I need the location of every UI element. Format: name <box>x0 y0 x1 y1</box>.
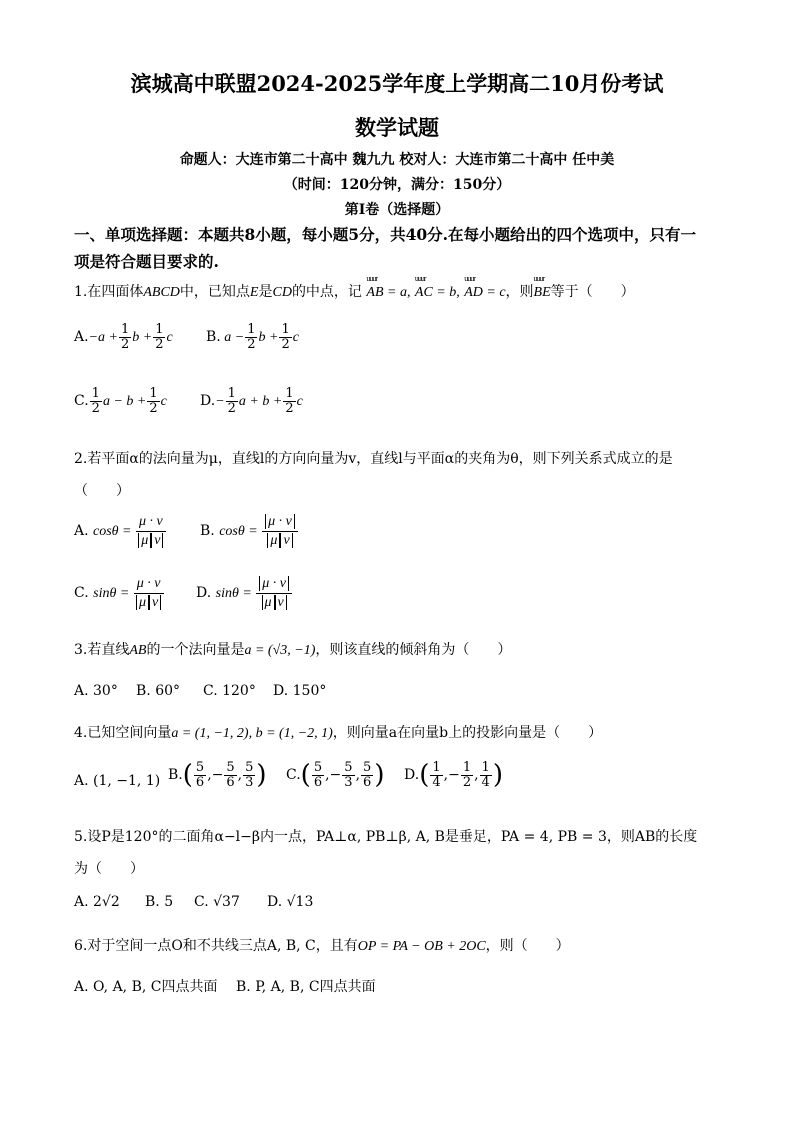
q2-option-d[interactable]: D. sinθ = $\frac{\mu \cdot v}{\text{μ v}}$ <box>196 575 292 611</box>
q3-option-d[interactable]: D. 150° <box>273 683 327 699</box>
q1-option-b[interactable]: B. a − $\frac{1}{2}$ b + $\frac{1}{2}$ c <box>206 322 299 352</box>
section1-line2: 项是符合题目要求的. <box>74 252 219 271</box>
q4-option-d[interactable]: D.( $\frac{1}{4}$ ,− $\frac{1}{2}$ , $\frac{1}{4}$ ) <box>404 759 503 790</box>
q2-option-a[interactable]: A. cosθ = $\frac{\mu \cdot v}{\text{μ v}}$ <box>74 513 166 549</box>
q4-option-b[interactable]: B.( $\frac{5}{6}$ ,− $\frac{5}{6}$ , $\frac{5}{3}$ ) <box>168 759 267 790</box>
question-3: 3.若直线AB的一个法向量是a = (√3, −1)，则该直线的倾斜角为（ ） <box>74 642 512 658</box>
question-2-blank: （ ） <box>74 483 130 499</box>
q4-option-a[interactable]: A. (1, −1, 1) <box>74 773 161 789</box>
q5-option-a[interactable]: A. 2√2 <box>74 894 120 910</box>
subject-title: 数学试题 <box>355 115 439 140</box>
q6-option-a[interactable]: A. O, A, B, C四点共面 <box>74 979 218 995</box>
q1-option-c[interactable]: C. $\frac{1}{2}$ a − b + $\frac{1}{2}$ c <box>74 386 167 416</box>
time-score-line: （时间：120分钟，满分：150分） <box>283 177 511 193</box>
q1-option-a[interactable]: A.−a + $\frac{1}{2}$ b + $\frac{1}{2}$ c <box>74 322 173 352</box>
q3-option-a[interactable]: A. 30° <box>74 683 118 699</box>
question-2: 2.若平面α的法向量为μ，直线l的方向向量为v，直线l与平面α的夹角为θ，则下列关系式成立的是 <box>74 451 673 467</box>
question-4: 4.已知空间向量a = (1, −1, 2), b = (1, −2, 1)，则向量a在向量b上的投影向量是（ ） <box>74 725 603 741</box>
q3-option-c[interactable]: C. 120° <box>203 683 256 699</box>
authors-line: 命题人：大连市第二十高中 魏九九 校对人：大连市第二十高中 任中美 <box>179 152 615 168</box>
question-5-line1: 5.设P是120°的二面角α−l−β内一点，PA⊥α, PB⊥β, A, B是垂足，PA = 4, PB = 3，则AB的长度 <box>74 829 698 845</box>
q5-option-d[interactable]: D. √13 <box>267 894 314 910</box>
question-6: 6.对于空间一点O和不共线三点A, B, C，且有OP = PA − OB + 2OC，则（ ） <box>74 938 570 954</box>
q5-option-b[interactable]: B. 5 <box>145 894 174 910</box>
q6-option-b[interactable]: B. P, A, B, C四点共面 <box>236 979 376 995</box>
question-1: 1.在四面体ABCD中，已知点E是CD的中点，记 uuur AB = a, uuur AC = b, uuur AD = c，则uuur BE等于（ ） <box>74 281 635 301</box>
q2-option-c[interactable]: C. sinθ = $\frac{\mu \cdot v}{\text{μ v}}$ <box>74 575 164 611</box>
question-5-line2: 为（ ） <box>74 861 144 877</box>
q2-option-b[interactable]: B. cosθ = $\frac{\mu \cdot v}{\text{μ v}}$ <box>200 513 298 549</box>
q4-option-c[interactable]: C.( $\frac{5}{6}$ ,− $\frac{5}{3}$ , $\frac{5}{6}$ ) <box>286 759 385 790</box>
volume-label: 第I卷（选择题） <box>344 202 450 218</box>
exam-title: 滨城高中联盟2024-2025学年度上学期高二10月份考试 <box>130 71 664 96</box>
q1-option-d[interactable]: D.− $\frac{1}{2}$ a + b + $\frac{1}{2}$ c <box>200 386 303 416</box>
q3-option-b[interactable]: B. 60° <box>136 683 181 699</box>
section1-line1: 一、单项选择题：本题共8小题，每小题5分，共40分.在每小题给出的四个选项中，只有一 <box>74 225 697 244</box>
q5-option-c[interactable]: C. √37 <box>194 894 240 910</box>
